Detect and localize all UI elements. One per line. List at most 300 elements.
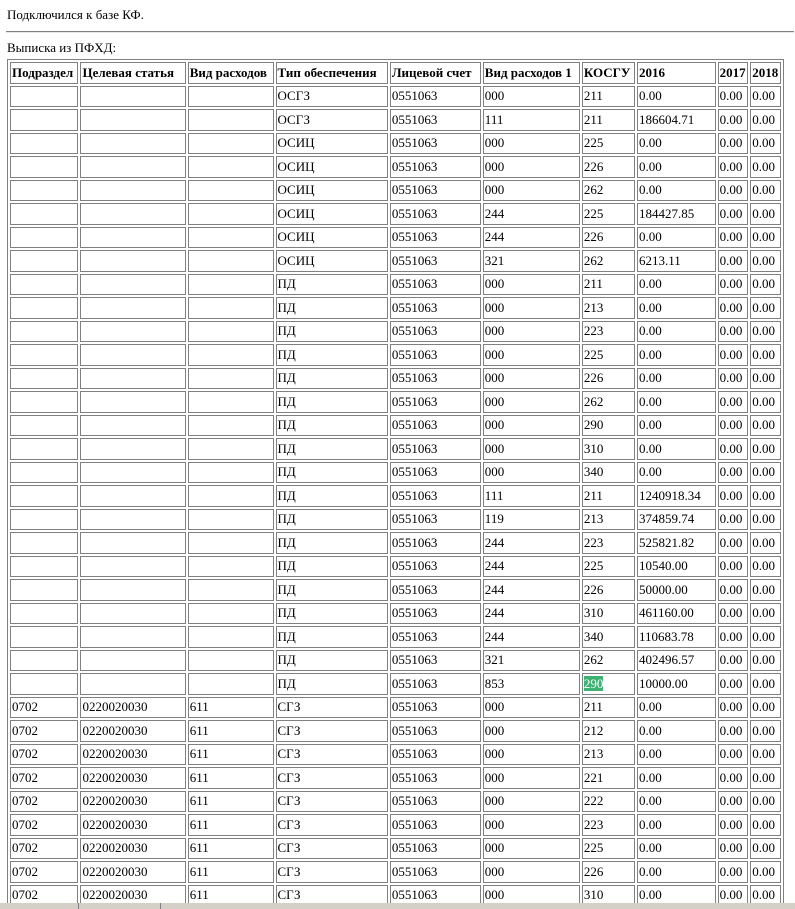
col-tip-obespecheniya-cell: ПД bbox=[276, 626, 388, 648]
col-2016-cell: 0.00 bbox=[637, 462, 716, 484]
col-2016-header: 2016 bbox=[637, 62, 716, 84]
col-kosgu-cell: 213 bbox=[582, 297, 635, 319]
col-kosgu-cell: 225 bbox=[582, 838, 635, 860]
col-podrazdel-cell: 0702 bbox=[10, 885, 78, 907]
col-tip-obespecheniya-cell: ПД bbox=[276, 297, 388, 319]
col-vid-rashodov-1-cell: 244 bbox=[483, 227, 580, 249]
col-vid-rashodov-1-cell: 000 bbox=[483, 720, 580, 742]
col-kosgu-cell: 310 bbox=[582, 885, 635, 907]
col-2017-cell: 0.00 bbox=[718, 720, 749, 742]
col-podrazdel-cell: 0702 bbox=[10, 767, 78, 789]
col-podrazdel-cell bbox=[10, 415, 78, 437]
col-vid-rashodov-cell: 611 bbox=[188, 697, 274, 719]
col-vid-rashodov-1-cell: 000 bbox=[483, 274, 580, 296]
col-celevaya-statya-cell bbox=[80, 579, 185, 601]
col-celevaya-statya-cell bbox=[80, 250, 185, 272]
col-celevaya-statya-cell: 0220020030 bbox=[80, 838, 185, 860]
col-celevaya-statya-cell: 0220020030 bbox=[80, 861, 185, 883]
col-vid-rashodov-cell bbox=[188, 250, 274, 272]
col-podrazdel-cell bbox=[10, 532, 78, 554]
table-row bbox=[10, 532, 781, 554]
col-vid-rashodov-1-cell: 111 bbox=[483, 109, 580, 131]
col-vid-rashodov-cell bbox=[188, 485, 274, 507]
col-vid-rashodov-1-cell: 000 bbox=[483, 133, 580, 155]
col-celevaya-statya-cell bbox=[80, 485, 185, 507]
col-tip-obespecheniya-cell: СГЗ bbox=[276, 791, 388, 813]
table-row bbox=[10, 344, 781, 366]
col-2017-cell: 0.00 bbox=[718, 321, 749, 343]
table-row bbox=[10, 485, 781, 507]
col-vid-rashodov-1-cell: 244 bbox=[483, 579, 580, 601]
col-kosgu-cell: 211 bbox=[582, 109, 635, 131]
col-2017-cell: 0.00 bbox=[718, 156, 749, 178]
col-kosgu-cell: 226 bbox=[582, 227, 635, 249]
col-tip-obespecheniya-cell: ПД bbox=[276, 391, 388, 413]
col-2016-cell: 0.00 bbox=[637, 344, 716, 366]
col-2017-cell: 0.00 bbox=[718, 180, 749, 202]
col-tip-obespecheniya-cell: СГЗ bbox=[276, 885, 388, 907]
col-podrazdel-cell bbox=[10, 673, 78, 695]
col-tip-obespecheniya-cell: ПД bbox=[276, 438, 388, 460]
table-row bbox=[10, 603, 781, 625]
col-2017-cell: 0.00 bbox=[718, 532, 749, 554]
col-2017-cell: 0.00 bbox=[718, 744, 749, 766]
col-vid-rashodov-1-cell: 853 bbox=[483, 673, 580, 695]
col-vid-rashodov-cell: 611 bbox=[188, 767, 274, 789]
col-licevoy-schet-header: Лицевой счет bbox=[390, 62, 481, 84]
col-2018-cell: 0.00 bbox=[750, 438, 781, 460]
col-tip-obespecheniya-cell: СГЗ bbox=[276, 744, 388, 766]
col-vid-rashodov-cell: 611 bbox=[188, 720, 274, 742]
col-celevaya-statya-cell: 0220020030 bbox=[80, 767, 185, 789]
col-tip-obespecheniya-cell: ПД bbox=[276, 532, 388, 554]
col-vid-rashodov-1-cell: 000 bbox=[483, 791, 580, 813]
col-licevoy-schet-cell: 0551063 bbox=[390, 814, 481, 836]
col-licevoy-schet-cell: 0551063 bbox=[390, 697, 481, 719]
col-2016-cell: 525821.82 bbox=[637, 532, 716, 554]
col-vid-rashodov-1-cell: 244 bbox=[483, 532, 580, 554]
col-vid-rashodov-cell bbox=[188, 321, 274, 343]
col-tip-obespecheniya-cell: ОСГЗ bbox=[276, 86, 388, 108]
col-podrazdel-cell bbox=[10, 368, 78, 390]
col-2016-cell: 184427.85 bbox=[637, 203, 716, 225]
col-celevaya-statya-cell bbox=[80, 415, 185, 437]
col-2016-cell: 374859.74 bbox=[637, 509, 716, 531]
col-vid-rashodov-cell bbox=[188, 109, 274, 131]
col-2017-cell: 0.00 bbox=[718, 509, 749, 531]
col-2017-cell: 0.00 bbox=[718, 86, 749, 108]
col-2018-cell: 0.00 bbox=[750, 838, 781, 860]
col-licevoy-schet-cell: 0551063 bbox=[390, 250, 481, 272]
col-podrazdel-header: Подраздел bbox=[10, 62, 78, 84]
table-row bbox=[10, 133, 781, 155]
col-2018-cell: 0.00 bbox=[750, 556, 781, 578]
col-2016-cell: 461160.00 bbox=[637, 603, 716, 625]
col-licevoy-schet-cell: 0551063 bbox=[390, 274, 481, 296]
col-kosgu-cell: 310 bbox=[582, 603, 635, 625]
col-celevaya-statya-cell bbox=[80, 109, 185, 131]
col-celevaya-statya-cell bbox=[80, 556, 185, 578]
col-2018-cell: 0.00 bbox=[750, 579, 781, 601]
col-2016-cell: 0.00 bbox=[637, 156, 716, 178]
col-tip-obespecheniya-cell: ПД bbox=[276, 462, 388, 484]
col-2016-cell: 0.00 bbox=[637, 227, 716, 249]
col-vid-rashodov-cell bbox=[188, 297, 274, 319]
col-2017-cell: 0.00 bbox=[718, 227, 749, 249]
col-2018-cell: 0.00 bbox=[750, 274, 781, 296]
col-licevoy-schet-cell: 0551063 bbox=[390, 626, 481, 648]
col-2018-cell: 0.00 bbox=[750, 532, 781, 554]
col-vid-rashodov-1-cell: 000 bbox=[483, 297, 580, 319]
table-caption: Выписка из ПФХД: bbox=[7, 40, 117, 55]
col-2016-cell: 0.00 bbox=[637, 133, 716, 155]
status-bar-segment bbox=[0, 903, 79, 909]
col-kosgu-cell: 262 bbox=[582, 250, 635, 272]
col-kosgu-cell: 340 bbox=[582, 462, 635, 484]
table-row bbox=[10, 180, 781, 202]
col-podrazdel-cell: 0702 bbox=[10, 861, 78, 883]
table-row bbox=[10, 720, 781, 742]
col-vid-rashodov-1-cell: 000 bbox=[483, 344, 580, 366]
col-celevaya-statya-cell bbox=[80, 344, 185, 366]
col-2017-cell: 0.00 bbox=[718, 391, 749, 413]
col-licevoy-schet-cell: 0551063 bbox=[390, 109, 481, 131]
col-licevoy-schet-cell: 0551063 bbox=[390, 297, 481, 319]
table-row bbox=[10, 109, 781, 131]
col-2016-cell: 0.00 bbox=[637, 438, 716, 460]
col-vid-rashodov-cell bbox=[188, 344, 274, 366]
col-vid-rashodov-1-cell: 000 bbox=[483, 462, 580, 484]
col-2018-cell: 0.00 bbox=[750, 861, 781, 883]
col-podrazdel-cell bbox=[10, 650, 78, 672]
col-2017-cell: 0.00 bbox=[718, 885, 749, 907]
col-2017-cell: 0.00 bbox=[718, 650, 749, 672]
col-vid-rashodov-1-cell: 000 bbox=[483, 86, 580, 108]
col-celevaya-statya-cell bbox=[80, 297, 185, 319]
table-row bbox=[10, 203, 781, 225]
table-row bbox=[10, 321, 781, 343]
col-licevoy-schet-cell: 0551063 bbox=[390, 344, 481, 366]
col-2018-cell: 0.00 bbox=[750, 133, 781, 155]
col-tip-obespecheniya-cell: ОСИЦ bbox=[276, 250, 388, 272]
col-licevoy-schet-cell: 0551063 bbox=[390, 838, 481, 860]
col-2018-cell: 0.00 bbox=[750, 509, 781, 531]
col-licevoy-schet-cell: 0551063 bbox=[390, 579, 481, 601]
table-row bbox=[10, 250, 781, 272]
col-tip-obespecheniya-cell: ОСИЦ bbox=[276, 133, 388, 155]
col-kosgu-cell: 211 bbox=[582, 274, 635, 296]
col-kosgu-cell: 211 bbox=[582, 86, 635, 108]
table-row bbox=[10, 626, 781, 648]
col-podrazdel-cell bbox=[10, 603, 78, 625]
col-podrazdel-cell: 0702 bbox=[10, 814, 78, 836]
col-licevoy-schet-cell: 0551063 bbox=[390, 415, 481, 437]
col-vid-rashodov-cell bbox=[188, 86, 274, 108]
col-vid-rashodov-cell: 611 bbox=[188, 744, 274, 766]
col-tip-obespecheniya-cell: ПД bbox=[276, 274, 388, 296]
col-tip-obespecheniya-cell: ПД bbox=[276, 344, 388, 366]
col-2017-cell: 0.00 bbox=[718, 368, 749, 390]
col-licevoy-schet-cell: 0551063 bbox=[390, 462, 481, 484]
col-vid-rashodov-cell: 611 bbox=[188, 814, 274, 836]
col-podrazdel-cell bbox=[10, 180, 78, 202]
col-celevaya-statya-cell: 0220020030 bbox=[80, 885, 185, 907]
col-vid-rashodov-1-cell: 244 bbox=[483, 603, 580, 625]
col-tip-obespecheniya-cell: ОСИЦ bbox=[276, 227, 388, 249]
col-vid-rashodov-cell: 611 bbox=[188, 838, 274, 860]
col-tip-obespecheniya-cell: СГЗ bbox=[276, 767, 388, 789]
col-celevaya-statya-cell bbox=[80, 203, 185, 225]
col-podrazdel-cell: 0702 bbox=[10, 791, 78, 813]
col-celevaya-statya-cell bbox=[80, 603, 185, 625]
col-podrazdel-cell bbox=[10, 203, 78, 225]
table-row bbox=[10, 297, 781, 319]
col-2017-cell: 0.00 bbox=[718, 579, 749, 601]
col-2016-cell: 50000.00 bbox=[637, 579, 716, 601]
col-vid-rashodov-cell bbox=[188, 462, 274, 484]
table-row bbox=[10, 814, 781, 836]
col-2016-cell: 0.00 bbox=[637, 791, 716, 813]
col-vid-rashodov-cell: 611 bbox=[188, 861, 274, 883]
col-podrazdel-cell bbox=[10, 462, 78, 484]
table-row bbox=[10, 227, 781, 249]
table-row bbox=[10, 791, 781, 813]
col-2017-cell: 0.00 bbox=[718, 415, 749, 437]
col-celevaya-statya-cell bbox=[80, 180, 185, 202]
col-kosgu-cell: 226 bbox=[582, 156, 635, 178]
col-2016-cell: 0.00 bbox=[637, 297, 716, 319]
col-podrazdel-cell bbox=[10, 485, 78, 507]
col-kosgu-cell: 211 bbox=[582, 485, 635, 507]
status-message: Подключился к базе КФ. bbox=[7, 7, 144, 22]
col-2018-cell: 0.00 bbox=[750, 86, 781, 108]
col-kosgu-cell: 212 bbox=[582, 720, 635, 742]
col-2018-cell: 0.00 bbox=[750, 673, 781, 695]
table-row bbox=[10, 462, 781, 484]
table-row bbox=[10, 673, 781, 695]
col-2016-cell: 0.00 bbox=[637, 861, 716, 883]
table-row bbox=[10, 767, 781, 789]
pfhd-table bbox=[7, 59, 784, 909]
col-2018-cell: 0.00 bbox=[750, 415, 781, 437]
col-vid-rashodov-header: Вид расходов bbox=[188, 62, 274, 84]
col-2018-cell: 0.00 bbox=[750, 180, 781, 202]
col-celevaya-statya-cell bbox=[80, 86, 185, 108]
col-vid-rashodov-1-cell: 000 bbox=[483, 885, 580, 907]
col-kosgu-header: КОСГУ bbox=[582, 62, 635, 84]
col-2016-cell: 110683.78 bbox=[637, 626, 716, 648]
col-vid-rashodov-cell bbox=[188, 650, 274, 672]
col-kosgu-cell: 223 bbox=[582, 532, 635, 554]
col-2018-cell: 0.00 bbox=[750, 485, 781, 507]
col-2016-cell: 0.00 bbox=[637, 697, 716, 719]
col-kosgu-cell: 262 bbox=[582, 650, 635, 672]
table-row bbox=[10, 391, 781, 413]
col-2018-cell: 0.00 bbox=[750, 697, 781, 719]
col-vid-rashodov-1-cell: 000 bbox=[483, 697, 580, 719]
col-kosgu-cell: 310 bbox=[582, 438, 635, 460]
col-licevoy-schet-cell: 0551063 bbox=[390, 133, 481, 155]
col-licevoy-schet-cell: 0551063 bbox=[390, 767, 481, 789]
col-2016-cell: 0.00 bbox=[637, 767, 716, 789]
col-podrazdel-cell bbox=[10, 509, 78, 531]
col-podrazdel-cell bbox=[10, 556, 78, 578]
col-celevaya-statya-cell bbox=[80, 532, 185, 554]
col-tip-obespecheniya-cell: ПД bbox=[276, 509, 388, 531]
table-row bbox=[10, 274, 781, 296]
col-podrazdel-cell bbox=[10, 274, 78, 296]
col-kosgu-cell: 223 bbox=[582, 321, 635, 343]
col-vid-rashodov-cell bbox=[188, 227, 274, 249]
col-tip-obespecheniya-cell: ПД bbox=[276, 673, 388, 695]
col-licevoy-schet-cell: 0551063 bbox=[390, 556, 481, 578]
col-licevoy-schet-cell: 0551063 bbox=[390, 650, 481, 672]
col-podrazdel-cell bbox=[10, 227, 78, 249]
col-tip-obespecheniya-cell: СГЗ bbox=[276, 697, 388, 719]
col-2018-cell: 0.00 bbox=[750, 626, 781, 648]
col-kosgu-cell: 262 bbox=[582, 180, 635, 202]
col-vid-rashodov-cell bbox=[188, 438, 274, 460]
col-2017-cell: 0.00 bbox=[718, 838, 749, 860]
col-kosgu-cell: 222 bbox=[582, 791, 635, 813]
col-podrazdel-cell bbox=[10, 344, 78, 366]
col-tip-obespecheniya-cell: ПД bbox=[276, 368, 388, 390]
col-2018-cell: 0.00 bbox=[750, 227, 781, 249]
col-podrazdel-cell bbox=[10, 86, 78, 108]
col-vid-rashodov-cell bbox=[188, 626, 274, 648]
col-2018-cell: 0.00 bbox=[750, 203, 781, 225]
col-2018-cell: 0.00 bbox=[750, 368, 781, 390]
col-2018-cell: 0.00 bbox=[750, 814, 781, 836]
col-celevaya-statya-cell bbox=[80, 321, 185, 343]
col-vid-rashodov-1-cell: 321 bbox=[483, 650, 580, 672]
col-tip-obespecheniya-cell: ОСГЗ bbox=[276, 109, 388, 131]
col-vid-rashodov-1-cell: 000 bbox=[483, 391, 580, 413]
col-celevaya-statya-cell bbox=[80, 391, 185, 413]
col-kosgu-cell: 221 bbox=[582, 767, 635, 789]
col-2018-cell: 0.00 bbox=[750, 109, 781, 131]
col-kosgu-cell: 213 bbox=[582, 509, 635, 531]
col-tip-obespecheniya-cell: ПД bbox=[276, 579, 388, 601]
col-podrazdel-cell bbox=[10, 250, 78, 272]
col-tip-obespecheniya-cell: ПД bbox=[276, 650, 388, 672]
col-celevaya-statya-cell: 0220020030 bbox=[80, 744, 185, 766]
col-licevoy-schet-cell: 0551063 bbox=[390, 532, 481, 554]
col-podrazdel-cell bbox=[10, 438, 78, 460]
col-kosgu-cell: 213 bbox=[582, 744, 635, 766]
col-podrazdel-cell bbox=[10, 133, 78, 155]
col-2017-cell: 0.00 bbox=[718, 344, 749, 366]
col-licevoy-schet-cell: 0551063 bbox=[390, 509, 481, 531]
col-vid-rashodov-1-cell: 000 bbox=[483, 180, 580, 202]
col-tip-obespecheniya-cell: ПД bbox=[276, 603, 388, 625]
col-2017-cell: 0.00 bbox=[718, 697, 749, 719]
col-licevoy-schet-cell: 0551063 bbox=[390, 391, 481, 413]
col-vid-rashodov-cell bbox=[188, 603, 274, 625]
col-vid-rashodov-1-cell: 000 bbox=[483, 415, 580, 437]
col-vid-rashodov-cell bbox=[188, 180, 274, 202]
col-tip-obespecheniya-cell: ПД bbox=[276, 415, 388, 437]
col-kosgu-cell: 290 bbox=[582, 415, 635, 437]
col-celevaya-statya-cell bbox=[80, 156, 185, 178]
table-header-row bbox=[10, 62, 781, 84]
col-2017-cell: 0.00 bbox=[718, 767, 749, 789]
col-2016-cell: 1240918.34 bbox=[637, 485, 716, 507]
col-2017-cell: 0.00 bbox=[718, 485, 749, 507]
col-vid-rashodov-cell bbox=[188, 509, 274, 531]
col-celevaya-statya-cell: 0220020030 bbox=[80, 814, 185, 836]
col-2018-cell: 0.00 bbox=[750, 250, 781, 272]
col-podrazdel-cell bbox=[10, 321, 78, 343]
col-2017-cell: 0.00 bbox=[718, 133, 749, 155]
col-licevoy-schet-cell: 0551063 bbox=[390, 438, 481, 460]
col-2017-cell: 0.00 bbox=[718, 814, 749, 836]
col-vid-rashodov-cell bbox=[188, 673, 274, 695]
col-celevaya-statya-cell bbox=[80, 626, 185, 648]
col-2017-cell: 0.00 bbox=[718, 462, 749, 484]
col-vid-rashodov-1-cell: 000 bbox=[483, 321, 580, 343]
col-vid-rashodov-cell: 611 bbox=[188, 885, 274, 907]
col-licevoy-schet-cell: 0551063 bbox=[390, 203, 481, 225]
col-celevaya-statya-cell bbox=[80, 274, 185, 296]
col-2016-cell: 6213.11 bbox=[637, 250, 716, 272]
col-celevaya-statya-cell bbox=[80, 438, 185, 460]
col-2017-cell: 0.00 bbox=[718, 556, 749, 578]
col-2018-cell: 0.00 bbox=[750, 603, 781, 625]
col-celevaya-statya-cell: 0220020030 bbox=[80, 791, 185, 813]
col-tip-obespecheniya-cell: ПД bbox=[276, 556, 388, 578]
col-vid-rashodov-cell bbox=[188, 556, 274, 578]
col-vid-rashodov-1-cell: 244 bbox=[483, 203, 580, 225]
col-licevoy-schet-cell: 0551063 bbox=[390, 86, 481, 108]
col-2018-cell: 0.00 bbox=[750, 391, 781, 413]
col-podrazdel-cell: 0702 bbox=[10, 697, 78, 719]
horizontal-divider bbox=[6, 31, 794, 33]
col-2016-cell: 186604.71 bbox=[637, 109, 716, 131]
col-vid-rashodov-1-cell: 119 bbox=[483, 509, 580, 531]
col-licevoy-schet-cell: 0551063 bbox=[390, 720, 481, 742]
col-celevaya-statya-cell bbox=[80, 509, 185, 531]
col-podrazdel-cell bbox=[10, 297, 78, 319]
col-podrazdel-cell: 0702 bbox=[10, 838, 78, 860]
col-2017-cell: 0.00 bbox=[718, 203, 749, 225]
col-2017-cell: 0.00 bbox=[718, 109, 749, 131]
col-licevoy-schet-cell: 0551063 bbox=[390, 227, 481, 249]
col-tip-obespecheniya-cell: СГЗ bbox=[276, 720, 388, 742]
col-vid-rashodov-1-cell: 244 bbox=[483, 556, 580, 578]
col-kosgu-cell: 225 bbox=[582, 344, 635, 366]
col-vid-rashodov-cell bbox=[188, 368, 274, 390]
col-kosgu-cell: 225 bbox=[582, 133, 635, 155]
col-celevaya-statya-cell bbox=[80, 368, 185, 390]
col-kosgu-cell: 262 bbox=[582, 391, 635, 413]
col-kosgu-cell: 340 bbox=[582, 626, 635, 648]
col-celevaya-statya-cell bbox=[80, 227, 185, 249]
col-2017-cell: 0.00 bbox=[718, 626, 749, 648]
highlighted-cell-text: 290 bbox=[583, 675, 604, 691]
col-licevoy-schet-cell: 0551063 bbox=[390, 156, 481, 178]
col-kosgu-cell: 225 bbox=[582, 556, 635, 578]
col-podrazdel-cell bbox=[10, 391, 78, 413]
table-row bbox=[10, 838, 781, 860]
col-vid-rashodov-1-cell: 111 bbox=[483, 485, 580, 507]
col-licevoy-schet-cell: 0551063 bbox=[390, 885, 481, 907]
col-kosgu-cell: 226 bbox=[582, 579, 635, 601]
col-2016-cell: 0.00 bbox=[637, 720, 716, 742]
col-2017-cell: 0.00 bbox=[718, 250, 749, 272]
col-licevoy-schet-cell: 0551063 bbox=[390, 673, 481, 695]
col-2017-cell: 0.00 bbox=[718, 791, 749, 813]
